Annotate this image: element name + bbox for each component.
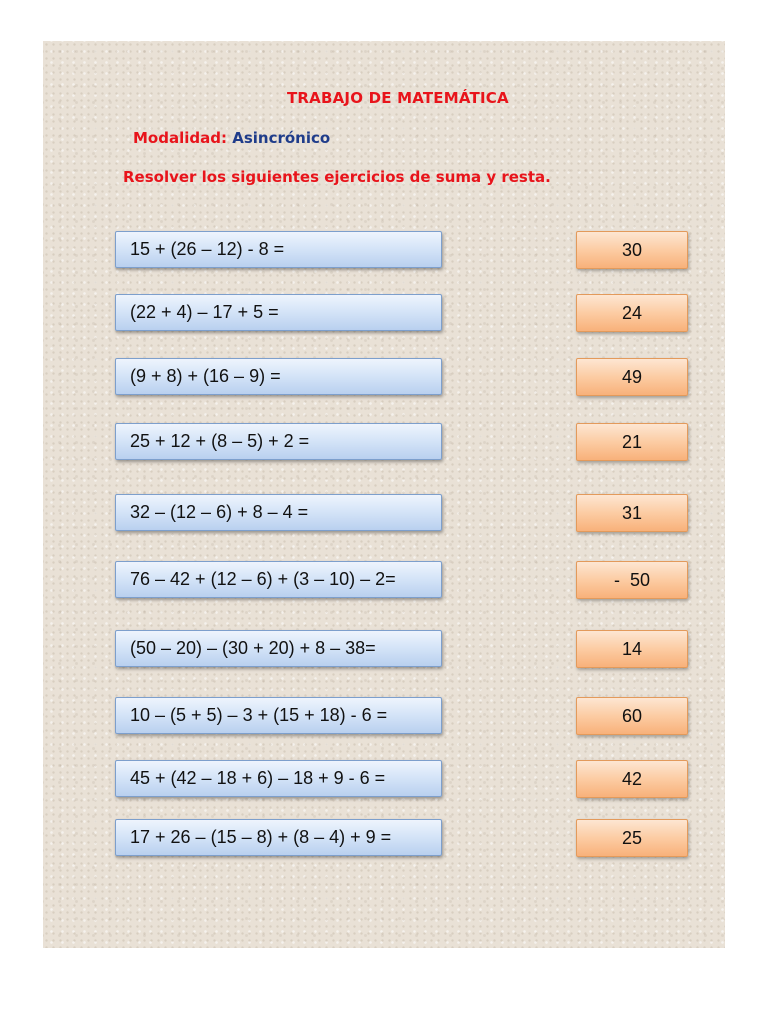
exercise-box-7: (50 – 20) – (30 + 20) + 8 – 38= [115,630,442,667]
exercise-box-5: 32 – (12 – 6) + 8 – 4 = [115,494,442,531]
worksheet-page [43,41,725,948]
exercise-box-1: 15 + (26 – 12) - 8 = [115,231,442,268]
answer-box-9: 42 [576,760,688,798]
exercise-box-6: 76 – 42 + (12 – 6) + (3 – 10) – 2= [115,561,442,598]
worksheet-title: TRABAJO DE MATEMÁTICA [287,89,509,107]
instruction-text: Resolver los siguientes ejercicios de suma y resta. [123,168,551,186]
answer-box-5: 31 [576,494,688,532]
answer-box-10: 25 [576,819,688,857]
answer-box-1: 30 [576,231,688,269]
answer-box-3: 49 [576,358,688,396]
exercise-box-3: (9 + 8) + (16 – 9) = [115,358,442,395]
exercise-box-9: 45 + (42 – 18 + 6) – 18 + 9 - 6 = [115,760,442,797]
answer-box-2: 24 [576,294,688,332]
modalidad-label: Modalidad: [133,129,227,147]
exercise-box-10: 17 + 26 – (15 – 8) + (8 – 4) + 9 = [115,819,442,856]
exercise-box-8: 10 – (5 + 5) – 3 + (15 + 18) - 6 = [115,697,442,734]
modalidad-line [133,129,330,147]
answer-box-6: - 50 [576,561,688,599]
answer-box-4: 21 [576,423,688,461]
answer-box-8: 60 [576,697,688,735]
modalidad-value: Asincrónico [232,129,331,147]
answer-box-7: 14 [576,630,688,668]
exercise-box-4: 25 + 12 + (8 – 5) + 2 = [115,423,442,460]
exercise-box-2: (22 + 4) – 17 + 5 = [115,294,442,331]
